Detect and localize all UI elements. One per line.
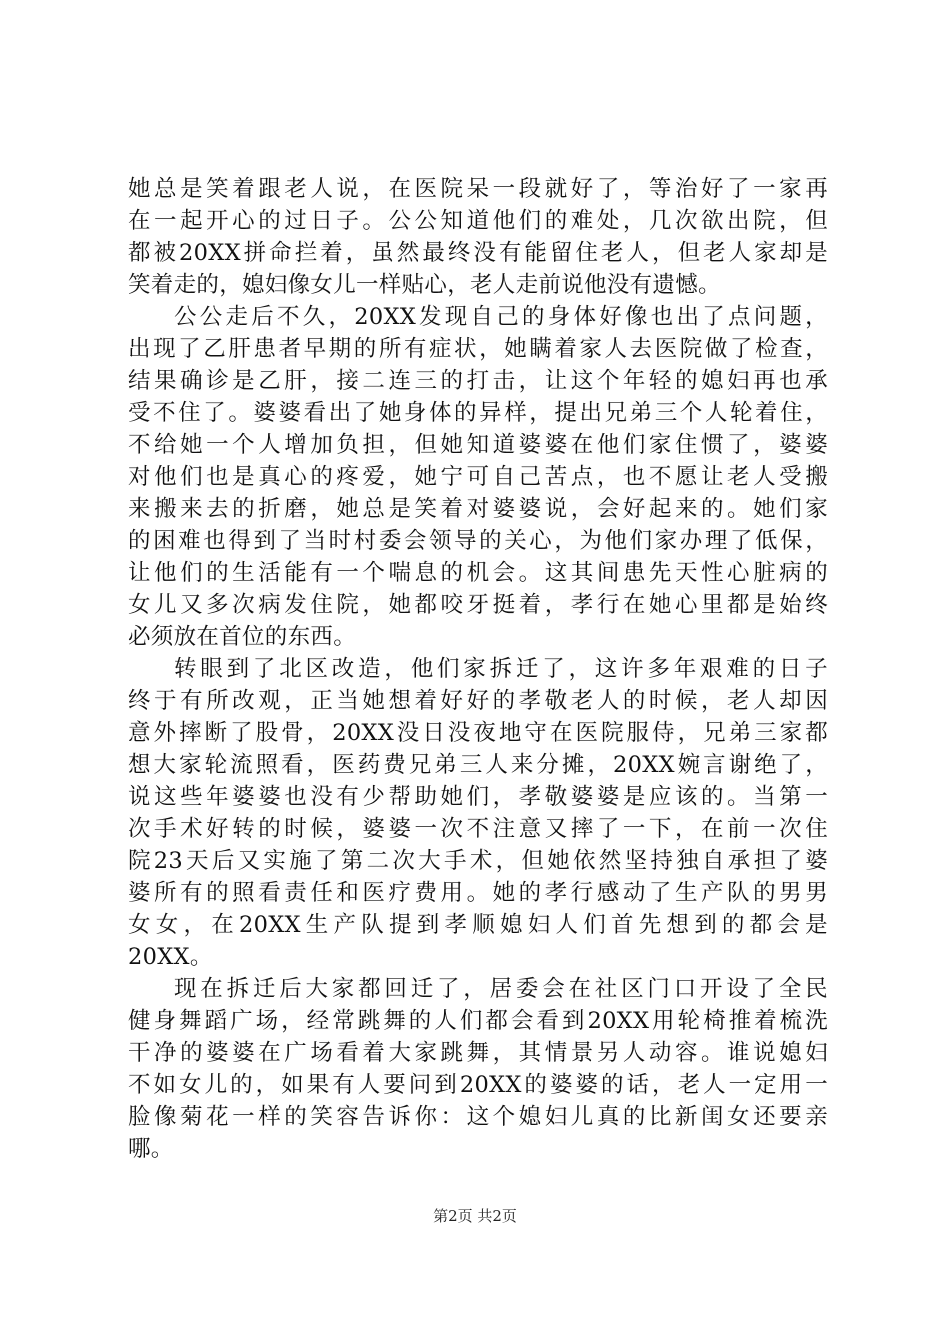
- text-line: 都被20XX拼命拦着，虽然最终没有能留住老人，但老人家却是: [128, 240, 828, 266]
- text-line: 女儿又多次病发住院，她都咬牙挺着，孝行在她心里都是始终: [128, 592, 828, 618]
- text-line: 意外摔断了股骨，20XX没日没夜地守在医院服侍，兄弟三家都: [128, 720, 828, 746]
- text-line: 必须放在首位的东西。: [128, 624, 357, 650]
- text-line: 转眼到了北区改造，他们家拆迁了，这许多年艰难的日子: [174, 656, 828, 682]
- text-line: 现在拆迁后大家都回迁了，居委会在社区门口开设了全民: [174, 976, 828, 1002]
- text-line: 不如女儿的，如果有人要问到20XX的婆婆的话，老人一定用一: [128, 1072, 828, 1098]
- text-line: 对他们也是真心的疼爱，她宁可自己苦点，也不愿让老人受搬: [128, 464, 828, 490]
- text-line: 20XX。: [128, 944, 213, 970]
- text-line: 终于有所改观，正当她想着好好的孝敬老人的时候，老人却因: [128, 688, 828, 714]
- text-line: 婆所有的照看责任和医疗费用。她的孝行感动了生产队的男男: [128, 880, 828, 906]
- text-line: 她总是笑着跟老人说，在医院呆一段就好了，等治好了一家再: [128, 176, 828, 202]
- text-line: 说这些年婆婆也没有少帮助她们，孝敬婆婆是应该的。当第一: [128, 784, 828, 810]
- text-line: 在一起开心的过日子。公公知道他们的难处，几次欲出院，但: [128, 208, 828, 234]
- text-line: 女女，在20XX生产队提到孝顺媳妇人们首先想到的都会是: [128, 912, 828, 938]
- text-line: 不给她一个人增加负担，但她知道婆婆在他们家住惯了，婆婆: [128, 432, 828, 458]
- text-line: 哪。: [128, 1136, 174, 1162]
- text-line: 来搬来去的折磨，她总是笑着对婆婆说，会好起来的。她们家: [128, 496, 828, 522]
- text-line: 受不住了。婆婆看出了她身体的异样，提出兄弟三个人轮着住，: [128, 400, 828, 426]
- text-line: 的困难也得到了当时村委会领导的关心，为他们家办理了低保，: [128, 528, 828, 554]
- text-line: 让他们的生活能有一个喘息的机会。这其间患先天性心脏病的: [128, 560, 828, 586]
- text-line: 公公走后不久，20XX发现自己的身体好像也出了点问题，: [174, 304, 828, 330]
- text-line: 院23天后又实施了第二次大手术，但她依然坚持独自承担了婆: [128, 848, 828, 874]
- text-line: 健身舞蹈广场，经常跳舞的人们都会看到20XX用轮椅推着梳洗: [128, 1008, 828, 1034]
- text-line: 想大家轮流照看，医药费兄弟三人来分摊，20XX婉言谢绝了，: [128, 752, 828, 778]
- text-line: 次手术好转的时候，婆婆一次不注意又摔了一下，在前一次住: [128, 816, 828, 842]
- text-line: 笑着走的，媳妇像女儿一样贴心，老人走前说他没有遗憾。: [128, 272, 721, 298]
- page-footer: 第2页 共2页: [433, 1207, 517, 1225]
- text-line: 结果确诊是乙肝，接二连三的打击，让这个年轻的媳妇再也承: [128, 368, 828, 394]
- text-line: 干净的婆婆在广场看着大家跳舞，其情景另人动容。谁说媳妇: [128, 1040, 828, 1066]
- text-line: 脸像菊花一样的笑容告诉你：这个媳妇儿真的比新闺女还要亲: [128, 1104, 828, 1130]
- text-line: 出现了乙肝患者早期的所有症状，她瞒着家人去医院做了检查，: [128, 336, 828, 362]
- document-body: [128, 173, 828, 1165]
